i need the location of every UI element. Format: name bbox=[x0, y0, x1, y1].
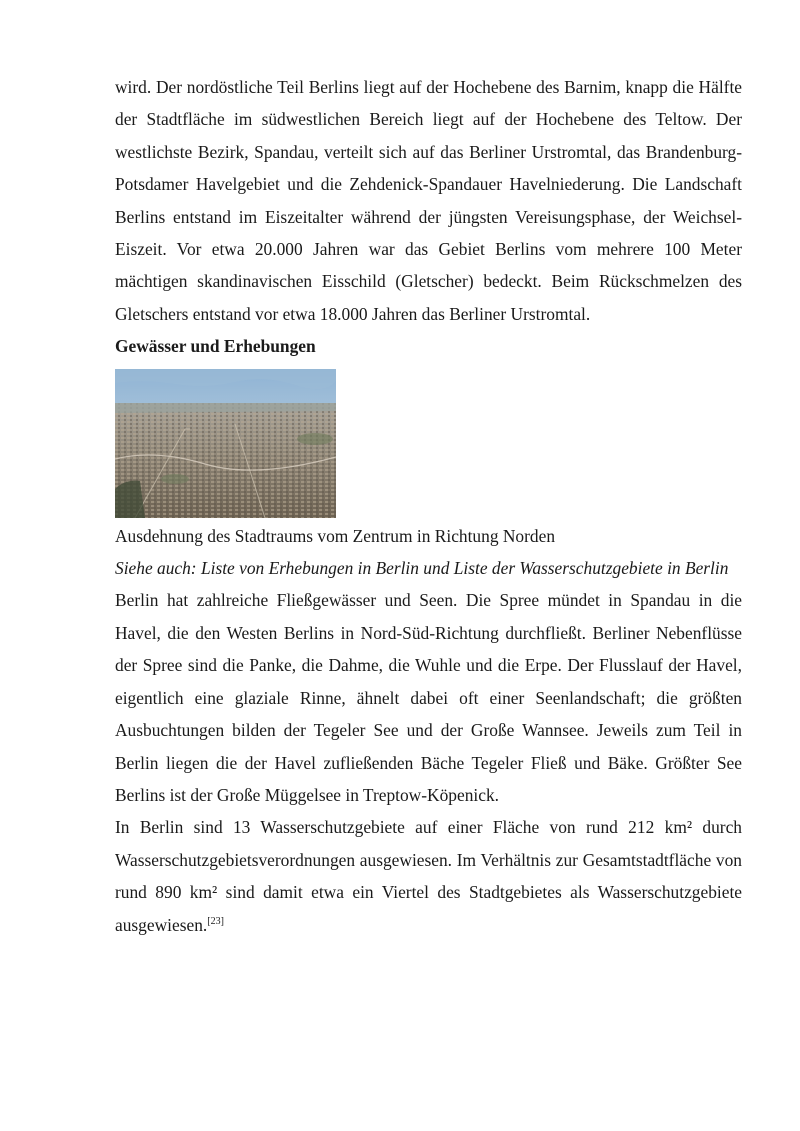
water-protection-paragraph bbox=[115, 811, 742, 941]
document-page bbox=[115, 71, 742, 941]
section-heading: Gewässer und Erhebungen bbox=[115, 336, 316, 357]
footnote-reference[interactable]: [23] bbox=[207, 915, 224, 927]
intro-paragraph: wird. Der nordöstliche Teil Berlins liegt auf der Hochebene des Barnim, knapp die Hälfte der Stadtfläche im südwestlichen Bereich liegt auf der Hochebene des Teltow. Der westlichste Bezirk, Spandau, verteilt sich auf das Berliner Urstromtal, das Brandenburg-Potsdamer Havelgebiet und die Zehdenick-Spandauer Havelniederung. Die Landschaft Berlins entstand im Eiszeitalter während der jüngsten Vereisungsphase, der Weichsel-Eiszeit. Vor etwa 20.000 Jahren war das Gebiet Berlins vom mehrere 100 Meter mächtigen skandinavischen Eisschild (Gletscher) bedeckt. Beim Rückschmelzen des Gletschers entstand vor etwa 18.000 Jahren das Berliner Urstromtal. bbox=[115, 77, 742, 324]
water-protection-text: In Berlin sind 13 Wasserschutzgebiete auf einer Fläche von rund 212 km² durch Wasserschutzgebietsverordnungen ausgewiesen. Im Verhältnis zur Gesamtstadtfläche von rund 890 km² sind damit etwa ein Viertel des Stadtgebietes als Wasserschutzgebiete ausgewiesen. bbox=[115, 817, 742, 935]
see-also-note: Siehe auch: Liste von Erhebungen in Berlin und Liste der Wasserschutzgebiete in Berlin bbox=[115, 558, 729, 579]
photo-caption: Ausdehnung des Stadtraums vom Zentrum in Richtung Norden bbox=[115, 525, 556, 546]
rivers-paragraph: Berlin hat zahlreiche Fließgewässer und Seen. Die Spree mündet in Spandau in die Havel, die den Westen Berlins in Nord-Süd-Richtung durchfließt. Berliner Nebenflüsse der Spree sind die Panke, die Dahme, die Wuhle und die Erpe. Der Flusslauf der Havel, eigentlich eine glaziale Rinne, ähnelt dabei oft einer Seenlandschaft; die größten Ausbuchtungen bilden der Tegeler See und der Große Wannsee. Jeweils zum Teil in Berlin liegen die der Havel zufließenden Bäche Tegeler Fließ und Bäke. Größter See Berlins ist der Große Müggelsee in Treptow-Köpenick. bbox=[115, 590, 742, 805]
aerial-city-photo bbox=[115, 369, 336, 518]
